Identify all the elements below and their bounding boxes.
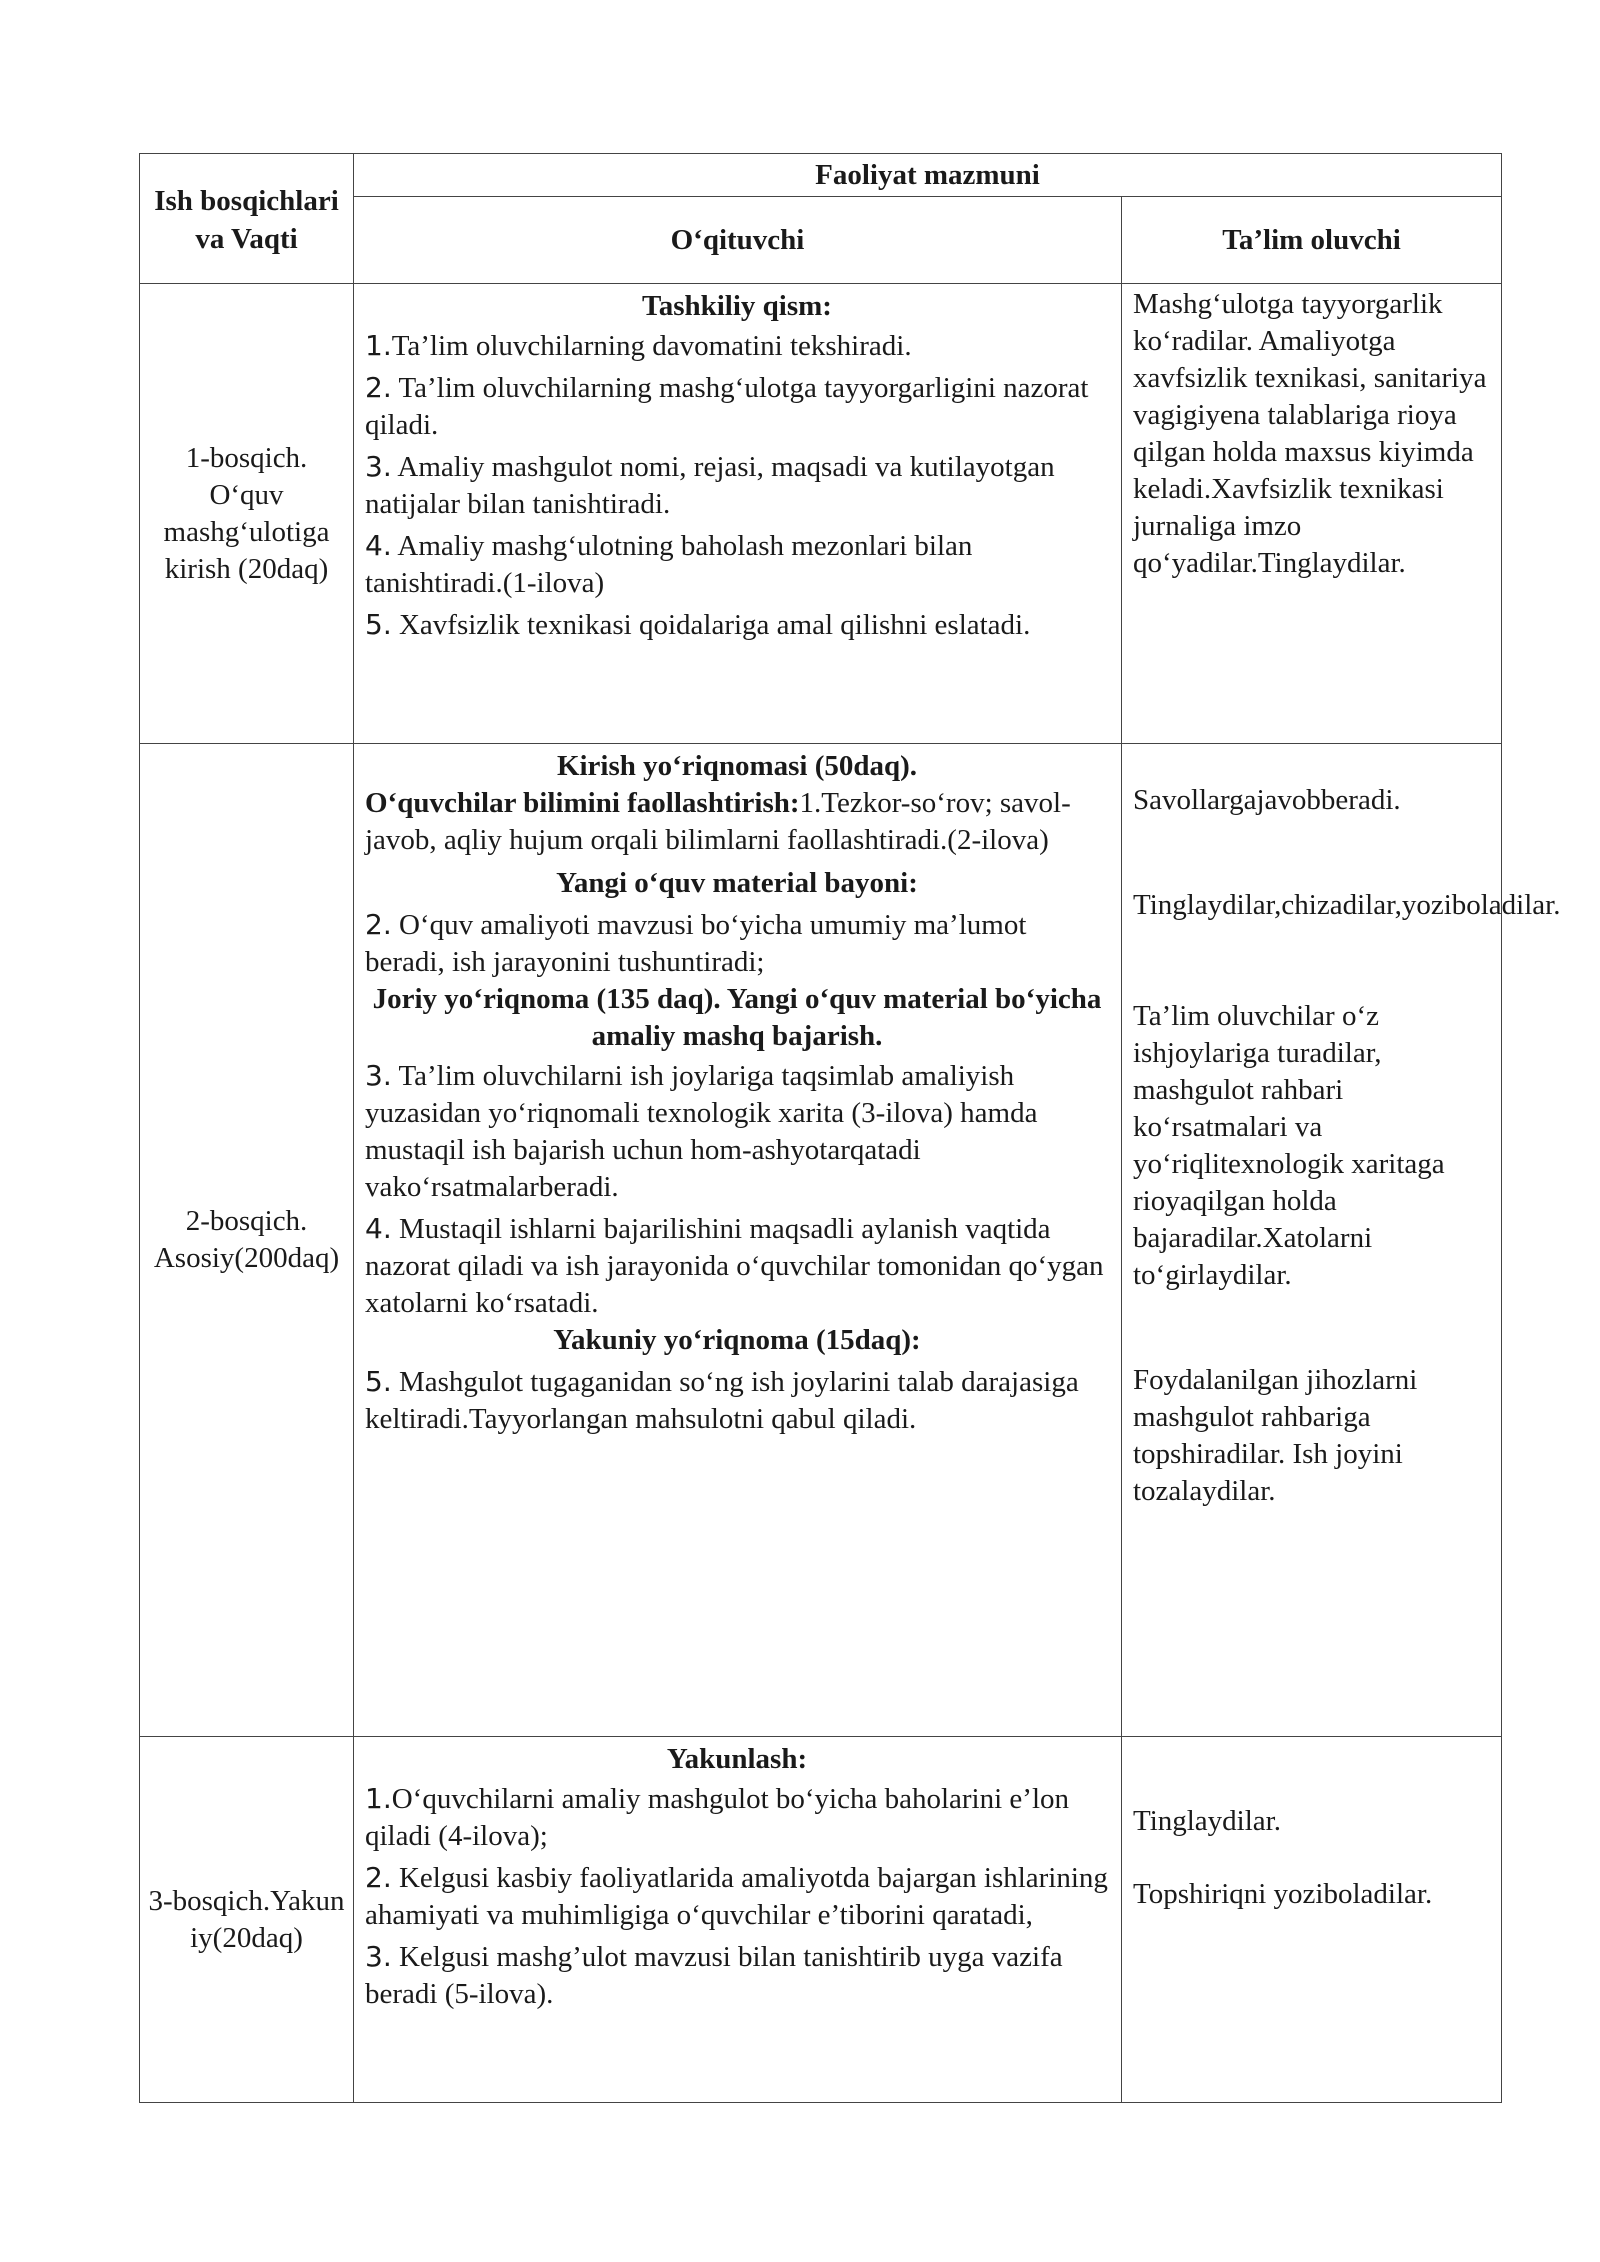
stage-3-label: 3-bosqich.Yakuniy(20daq) bbox=[148, 1884, 345, 1954]
header-stage-time: Ish bosqichlari va Vaqti bbox=[140, 154, 354, 284]
stage-1-teacher-cell bbox=[354, 284, 1122, 744]
stage-3-student-text-1: Tinglaydilar. bbox=[1133, 1805, 1281, 1837]
table-row bbox=[140, 1737, 1502, 2103]
stage-2-student-text-4: Foydalanilgan jihozlarni mashgulot rahbariga topshiradilar. Ish joyini tozalaydilar. bbox=[1133, 1364, 1418, 1507]
stage-3-student-cell bbox=[1122, 1737, 1502, 2103]
stage-1-student-cell bbox=[1122, 284, 1502, 744]
header-teacher: O‘qituvchi bbox=[354, 197, 1122, 284]
stage-3-cell bbox=[140, 1737, 354, 2103]
list-item: 3. Amaliy mashgulot nomi, rejasi, maqsadi va kutilayotgan natijalar bilan tanishtiradi. bbox=[365, 450, 1055, 520]
table-row bbox=[140, 284, 1502, 744]
list-item: 1.Ta’lim oluvchilarning davomatini tekshiradi. bbox=[365, 329, 912, 362]
stage-1-teacher-title: Tashkiliy qism: bbox=[642, 290, 832, 322]
stage-2-student-cell bbox=[1122, 744, 1561, 1737]
table-row bbox=[140, 744, 1502, 1737]
stage-1-student-text: Mashg‘ulotga tayyorgarlik ko‘radilar. Amaliyotga xavfsizlik texnikasi, sanitariya vagigiyena talablariga rioya qilgan holda maxsus kiyimda keladi.Xavfsizlik texnikasi jurnaliga imzo qo‘yadilar.Tinglaydilar. bbox=[1133, 288, 1487, 579]
stage-2-new-material-title: Yangi o‘quv material bayoni: bbox=[556, 867, 918, 899]
stage-2-cell bbox=[140, 744, 354, 1737]
stage-3-teacher-cell bbox=[354, 1737, 1122, 2103]
list-item: 5. Xavfsizlik texnikasi qoidalariga amal qilishni eslatadi. bbox=[365, 608, 1031, 641]
stage-2-intro-title: Kirish yo‘riqnomasi (50daq). bbox=[556, 750, 918, 782]
stage-3-teacher-title: Yakunlash: bbox=[666, 1743, 808, 1775]
stage-1-cell bbox=[140, 284, 354, 744]
stage-2-student-text-3: Ta’lim oluvchilar o‘z ishjoylariga turadilar, mashgulot rahbari ko‘rsatmalari va yo‘riqlitexnologik xaritaga rioyaqilgan holda bajaradilar.Xatolarni to‘girlaydilar. bbox=[1133, 1000, 1445, 1291]
list-item: 2. Ta’lim oluvchilarning mashg‘ulotga tayyorgarligini nazorat qiladi. bbox=[365, 371, 1089, 441]
stage-2-current-title: Joriy yo‘riqnoma (135 daq). Yangi o‘quv material bo‘yicha amaliy mashq bajarish. bbox=[372, 983, 1102, 1052]
stage-2-student-text-1: Savollargajavobberadi. bbox=[1133, 784, 1401, 816]
stage-2-final-title: Yakuniy yo‘riqnoma (15daq): bbox=[553, 1324, 921, 1356]
lesson-plan-table bbox=[139, 153, 1561, 2103]
list-item: 4. Mustaqil ishlarni bajarilishini maqsadli aylanish vaqtida nazorat qiladi va ish jarayonida o‘quvchilar tomonidan qo‘ygan xatolarni ko‘rsatadi. bbox=[365, 1212, 1104, 1319]
header-student: Ta’lim oluvchi bbox=[1122, 197, 1502, 284]
header-activity-content: Faoliyat mazmuni bbox=[354, 154, 1502, 197]
list-item: 5. Mashgulot tugaganidan so‘ng ish joylarini talab darajasiga keltiradi.Tayyorlangan mahsulotni qabul qiladi. bbox=[365, 1365, 1079, 1435]
stage-2-activation: O‘quvchilar bilimini faollashtirish:1.Tezkor-so‘rov; savol-javob, aqliy hujum orqali bilimlarni faollashtiradi.(2-ilova) bbox=[365, 787, 1071, 856]
list-item: 4. Amaliy mashg‘ulotning baholash mezonlari bilan tanishtiradi.(1-ilova) bbox=[365, 529, 973, 599]
list-item: 2. O‘quv amaliyoti mavzusi bo‘yicha umumiy ma’lumot beradi, ish jarayonini tushuntiradi; bbox=[365, 908, 1027, 978]
list-item: 3. Kelgusi mashg’ulot mavzusi bilan tanishtirib uyga vazifa beradi (5-ilova). bbox=[365, 1940, 1063, 2010]
stage-1-label: 1-bosqich. O‘quv mashg‘ulotiga kirish (20daq) bbox=[163, 441, 330, 585]
stage-3-student-text-2: Topshiriqni yoziboladilar. bbox=[1133, 1878, 1433, 1910]
stage-2-student-text-2: Tinglaydilar,chizadilar,yoziboladilar. bbox=[1133, 889, 1561, 921]
list-item: 1.O‘quvchilarni amaliy mashgulot bo‘yicha baholarini e’lon qiladi (4-ilova); bbox=[365, 1782, 1069, 1852]
list-item: 3. Ta’lim oluvchilarni ish joylariga taqsimlab amaliyish yuzasidan yo‘riqnomali texnologik xarita (3-ilova) hamda mustaqil ish bajarish uchun hom-ashyotarqatadi vako‘rsatmalarberadi. bbox=[365, 1059, 1038, 1203]
stage-2-label: 2-bosqich. Asosiy(200daq) bbox=[153, 1205, 340, 1274]
list-item: 2. Kelgusi kasbiy faoliyatlarida amaliyotda bajargan ishlarining ahamiyati va muhimligiga o‘quvchilar e’tiborini qaratadi, bbox=[365, 1861, 1108, 1931]
stage-2-teacher-cell bbox=[354, 744, 1122, 1737]
